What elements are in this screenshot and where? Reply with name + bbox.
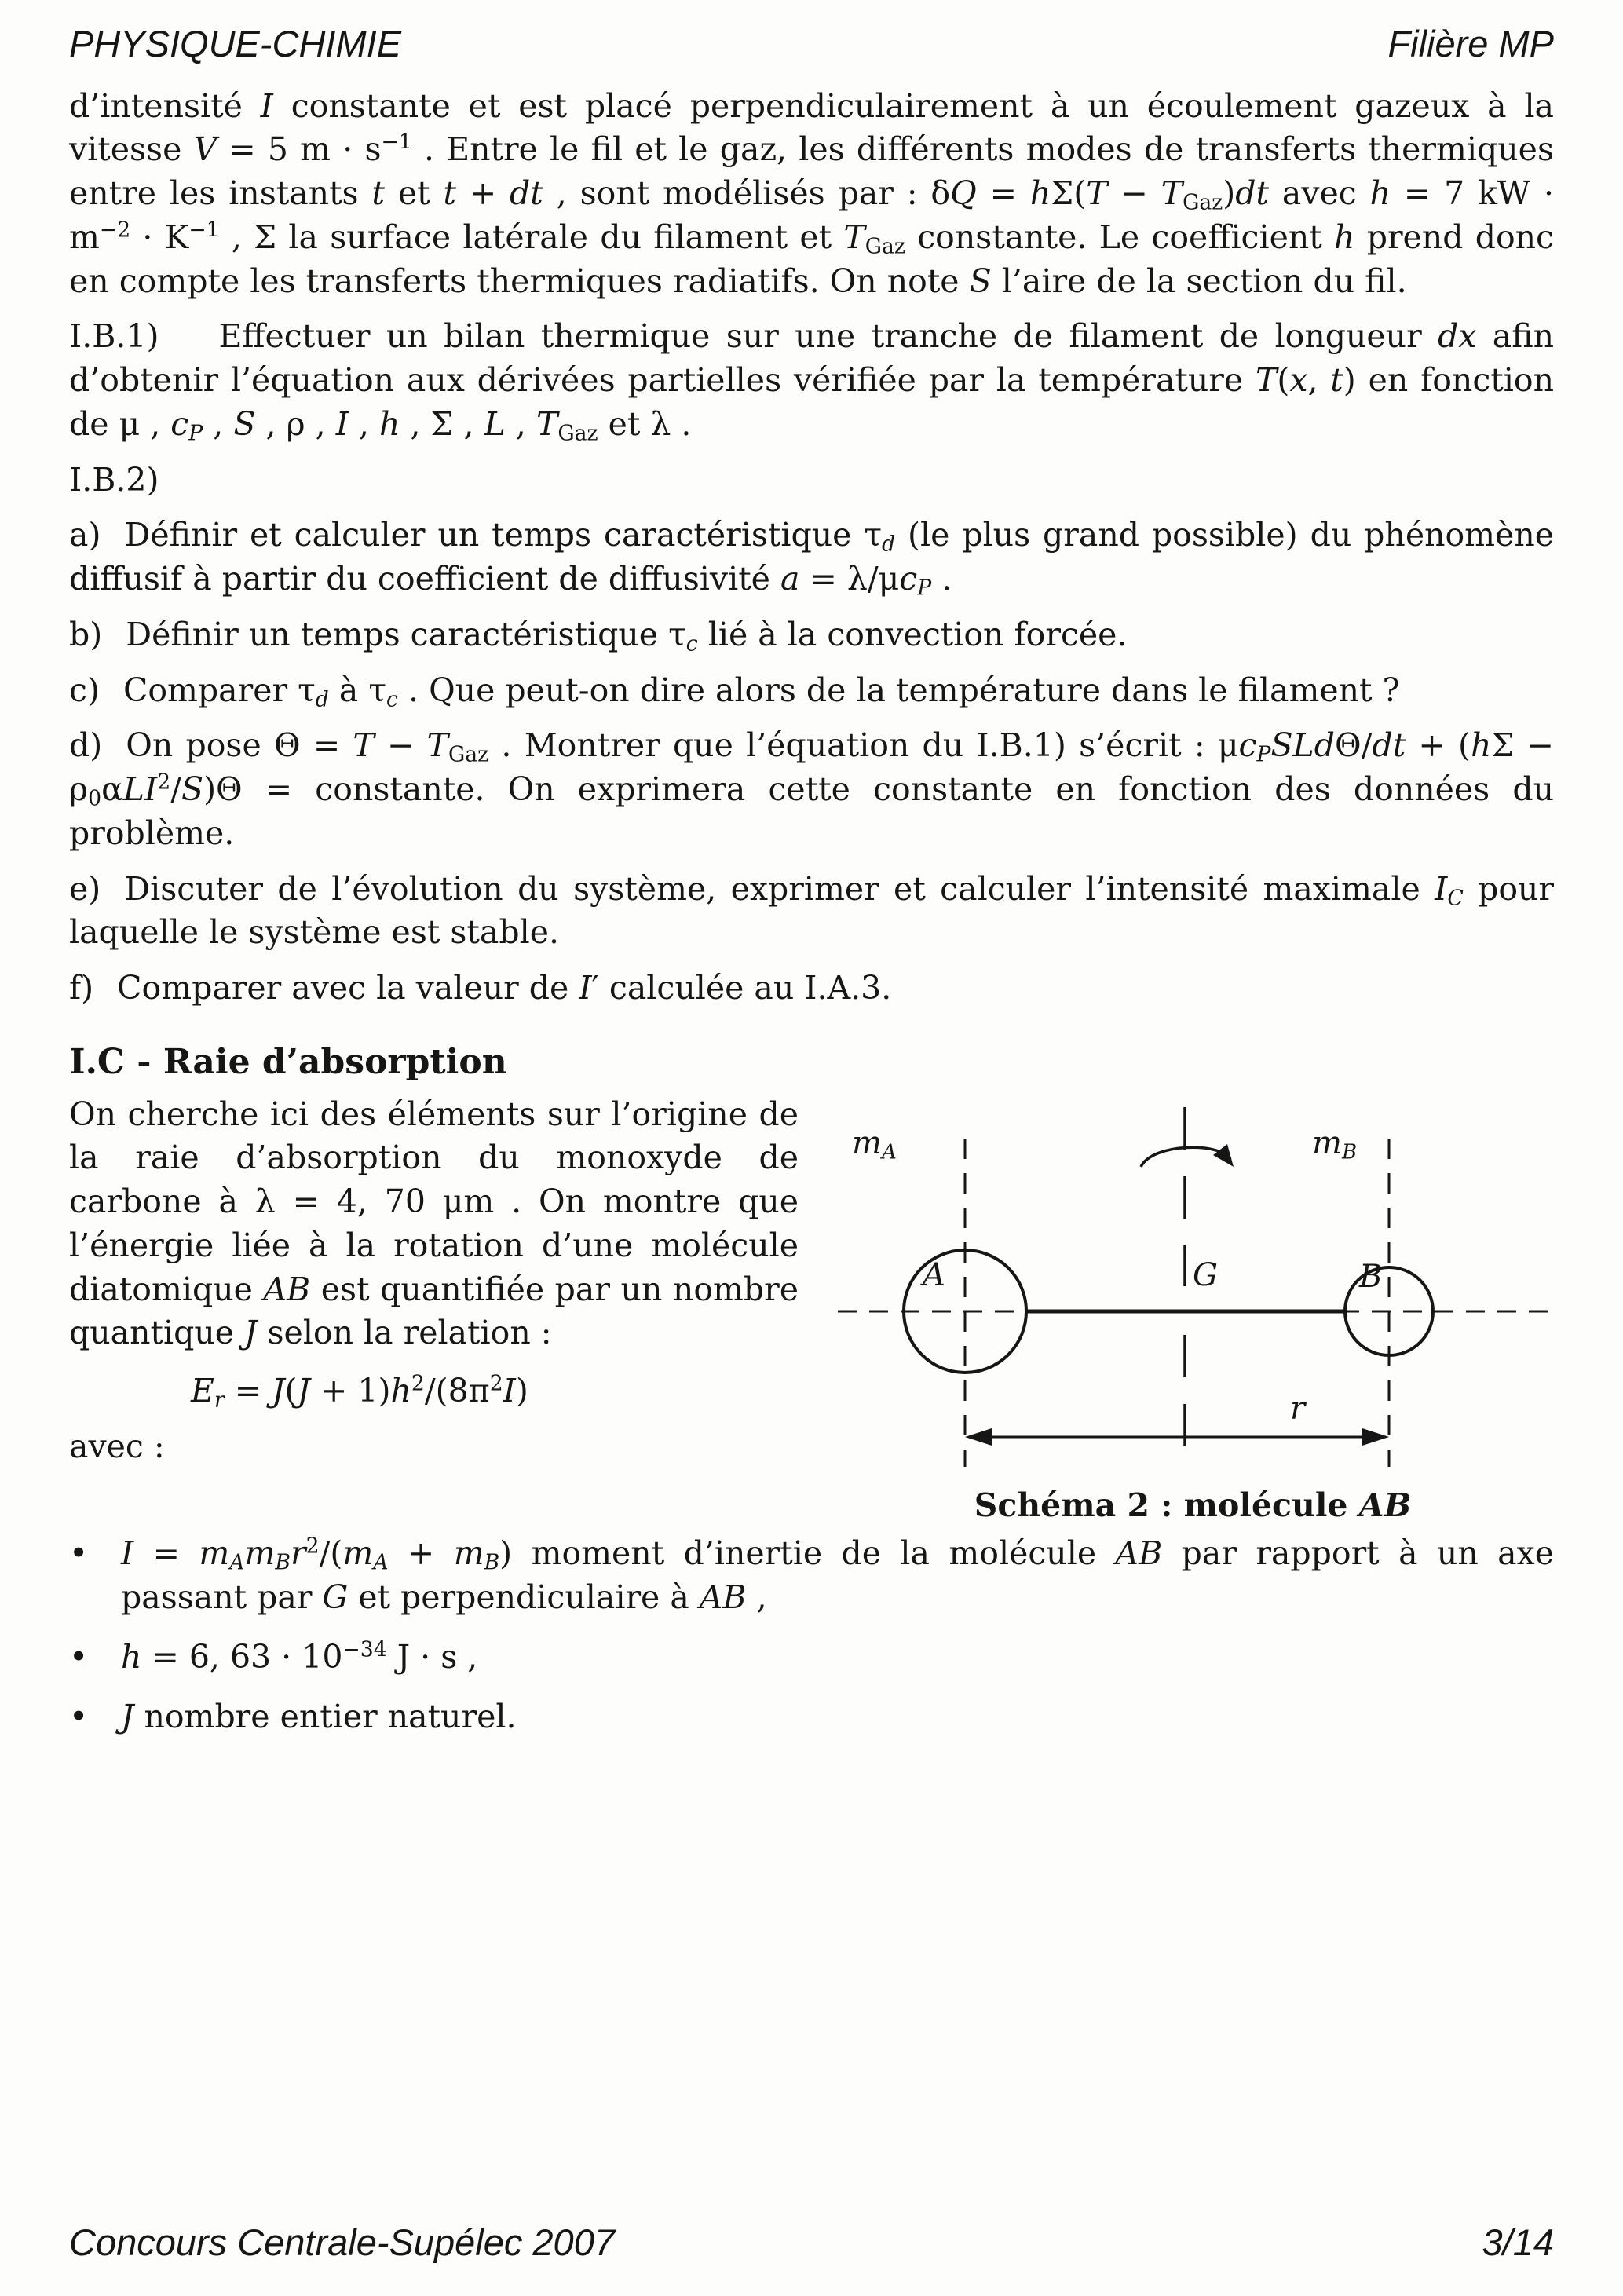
rotation-energy-equation: $E_r = J(J + 1)h^2/(8\pi^2I)$ [191,1371,528,1413]
question-f [69,967,1554,1011]
bullet-text-planck: h = 6, $63 \cdot 10^{-34}$ J · s , [121,1637,478,1676]
question-b-label: b) [69,615,103,653]
question-ib2-label: I.B.2) [69,460,159,499]
running-head [69,24,1554,64]
question-c-label: c) [69,671,100,709]
question-d [69,724,1554,855]
question-ib1-label: I.B.1) [69,317,159,356]
atom-a-label: A [923,1256,945,1293]
distance-r-right-arrowhead-icon [1362,1428,1389,1446]
question-ib1 [69,315,1554,446]
question-c [69,669,1554,713]
question-b-text: Définir un temps caractéristique $\tau_c$ lié à la convection forcée. [126,615,1128,656]
distance-r-label: r [1290,1390,1306,1427]
page-footer [69,2222,1554,2263]
question-f-text: Comparer avec la valeur de I′ calculée au I.A.3. [117,969,892,1007]
bullet-text-quantum-number: J nombre entier naturel. [121,1697,517,1735]
intro-paragraph: d’intensité I constante et est placé perpendiculairement à un écoulement gazeux à la vitesse V = 5 $m \cdot s^{-1}$ . Entre le fil et le gaz, les différents modes de transferts thermiques entre les instants t et t + dt , sont modélisés par : $\delta Q = h\Sigma(T - T_{Gaz})dt$ avec h = 7 kW · $m^{-2} \cdot K^{-1}$ , Σ la surface latérale du filament et $T_{Gaz}$ constante. Le coefficient h prend donc en compte les transferts thermiques radiatifs. On note S l’aire de la section du fil. [69,86,1555,300]
question-e [69,868,1554,956]
question-d-label: d) [69,726,103,765]
question-a-label: a) [69,516,101,554]
section-ic [69,1093,1554,1739]
bullet-list [69,1532,1554,1738]
bullet-text-inertia: $I = m_Am_Br^2/(m_A + m_B)$ moment d’inertie de la molécule AB par rapport à un axe passant par G et perpendiculaire à AB , [121,1534,1554,1617]
question-a-text: Définir et calculer un temps caractéristique $\tau_d$ (le plus grand possible) du phénomène diffusif à partir du coefficient de diffusivité $a = \lambda/\mu c_P$ . [69,516,1554,601]
list-item [69,1532,1554,1620]
avec-label: avec : [69,1427,165,1465]
question-e-text: Discuter de l’évolution du système, exprimer et calculer l’intensité maximale $I_C$ pour laquelle le système est stable. [69,869,1555,952]
question-a [69,514,1554,601]
question-e-label: e) [69,869,101,908]
mass-b-label: $m_B$ [1312,1124,1358,1164]
bullet-icon: • [69,1637,89,1676]
list-item [69,1695,1554,1739]
bullet-icon: • [69,1697,89,1735]
mass-a-label: $m_A$ [852,1124,897,1164]
rotation-arrowhead-icon [1213,1144,1234,1167]
center-of-mass-label: G [1193,1256,1218,1293]
question-c-text: Comparer $\tau_d$ à $\tau_c$ . Que peut-on dire alors de la température dans le filament ? [122,671,1400,712]
question-b [69,613,1554,657]
molecule-figure [832,1099,1554,1528]
section-ic-heading: I.C - Raie d’absorption [69,1041,507,1082]
atom-b-label: B [1359,1258,1383,1295]
ic-intro-paragraph: On cherche ici des éléments sur l’origine de la raie d’absorption du monoxyde de carbone à λ = 4, 70 μm . On montre que l’énergie liée à la rotation d’une molécule diatomique AB est quantifiée par un nombre quantique J selon la relation : [69,1095,799,1352]
page-number: 3/14 [1482,2221,1554,2264]
footer-exam-title: Concours Centrale-Supélec 2007 [69,2221,615,2264]
distance-r-left-arrowhead-icon [965,1428,992,1446]
document-title: PHYSIQUE-CHIMIE [69,23,402,64]
question-ib1-text: Effectuer un bilan thermique sur une tranche de filament de longueur dx afin d’obtenir l’équation aux dérivées partielles vérifiée par la température T(x, t) en fonction de μ , $c_P$ , S , ρ , I , h , Σ , L , $T_{Gaz}$ et λ . [69,317,1554,446]
question-f-label: f) [69,969,94,1007]
track-label: Filière MP [1387,23,1554,64]
question-d-text: On pose $\Theta = T - T_{Gaz}$ . Montrer que l’équation du I.B.1) s’écrit : $\mu c_PSLd\Theta/dt + (h\Sigma - \rho_0\alpha LI^2/S)\Theta$ = constante. On exprimera cette constante en fonction des données du problème. [69,726,1555,852]
bullet-icon: • [69,1534,89,1573]
list-item [69,1636,1554,1680]
figure-caption: Schéma 2 : molécule AB [974,1486,1412,1524]
